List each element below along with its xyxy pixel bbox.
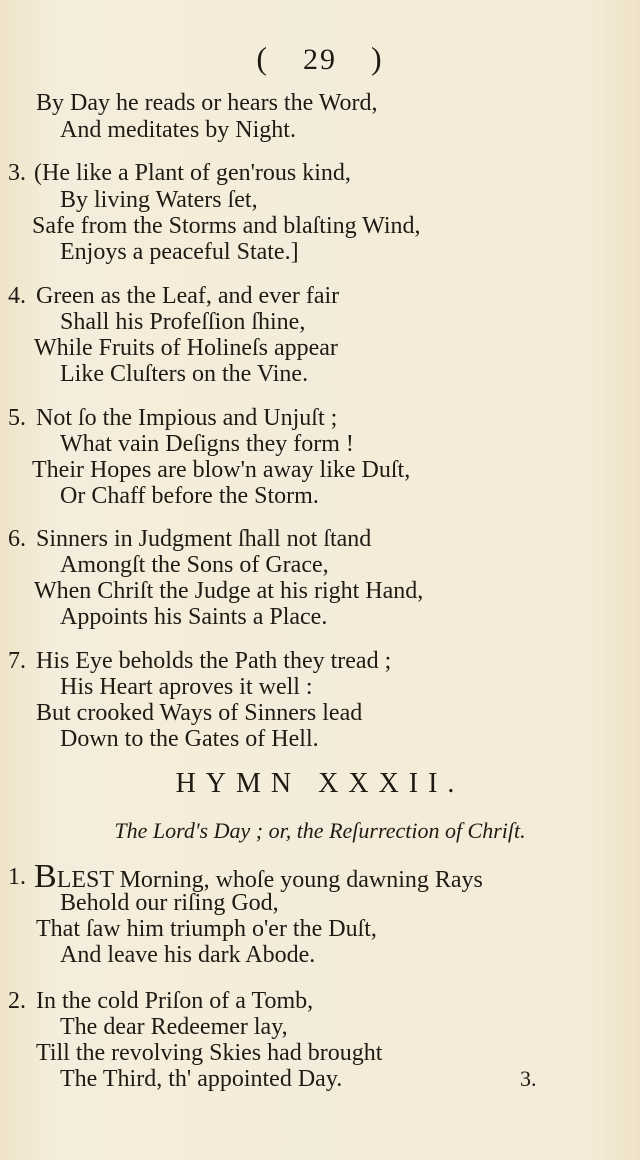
verse-line: The Third, th' appointed Day. [60, 1066, 343, 1092]
verse-line: Their Hopes are blow'n away like Duſt, [32, 457, 411, 483]
verse-number: 3. [8, 160, 26, 186]
verse-line: Safe from the Storms and blaſting Wind, [32, 213, 421, 239]
catchword: 3. [520, 1066, 537, 1091]
page-number-open-paren: ( [256, 40, 269, 76]
verse-line: Behold our riſing God, [60, 890, 279, 916]
verse-number: 5. [8, 405, 26, 431]
verse-line: Like Cluſters on the Vine. [60, 361, 309, 387]
hymn-title: HYMN XXXII. [175, 768, 465, 799]
verse-line: Shall his Profeſſion ſhine, [60, 309, 306, 335]
verse-line: Appoints his Saints a Place. [60, 604, 328, 630]
verse-line: When Chriſt the Judge at his right Hand, [34, 578, 424, 604]
verse-line: And leave his dark Abode. [60, 942, 316, 968]
verse-line: What vain Deſigns they form ! [60, 431, 354, 457]
verse-line: By living Waters ſet, [60, 187, 258, 213]
verse-line: But crooked Ways of Sinners lead [36, 700, 363, 726]
hymn-subtitle: The Lord's Day ; or, the Reſurrection of Chriſt. [114, 818, 526, 843]
verse-number: 2. [8, 988, 26, 1014]
verse-line: Till the revolving Skies had brought [36, 1040, 383, 1066]
verse-line: Enjoys a peaceful State.] [60, 239, 299, 265]
verse-line: Not ſo the Impious and Unjuſt ; [36, 405, 338, 431]
verse-line: While Fruits of Holineſs appear [34, 335, 338, 361]
verse-line: Sinners in Judgment ſhall not ſtand [36, 526, 372, 552]
verse-line: Or Chaff before the Storm. [60, 483, 319, 509]
page-number-close-paren: ) [371, 40, 384, 76]
verse-line: Amongſt the Sons of Grace, [60, 552, 329, 578]
verse-number: 7. [8, 648, 26, 674]
page-header [0, 40, 640, 77]
verse-line: Green as the Leaf, and ever fair [36, 283, 340, 309]
verse-number: 1. [8, 864, 26, 890]
verse-number: 6. [8, 526, 26, 552]
verse-line: By Day he reads or hears the Word, [36, 90, 378, 116]
verse-line: (He like a Plant of gen'rous kind, [34, 160, 351, 186]
page-number: 29 [303, 43, 337, 76]
verse-line: That ſaw him triumph o'er the Duſt, [36, 916, 377, 942]
verse-line: His Heart aproves it well : [60, 674, 313, 700]
verse-line: In the cold Priſon of a Tomb, [36, 988, 314, 1014]
verse-number: 4. [8, 283, 26, 309]
verse-line: His Eye beholds the Path they tread ; [36, 648, 392, 674]
verse-line: The dear Redeemer lay, [60, 1014, 288, 1040]
drop-cap: B [34, 858, 57, 895]
verse-line: And meditates by Night. [60, 117, 296, 143]
verse-line: Down to the Gates of Hell. [60, 726, 319, 752]
verse-line-rest: LEST Morning, whoſe young dawning Rays [56, 867, 483, 893]
